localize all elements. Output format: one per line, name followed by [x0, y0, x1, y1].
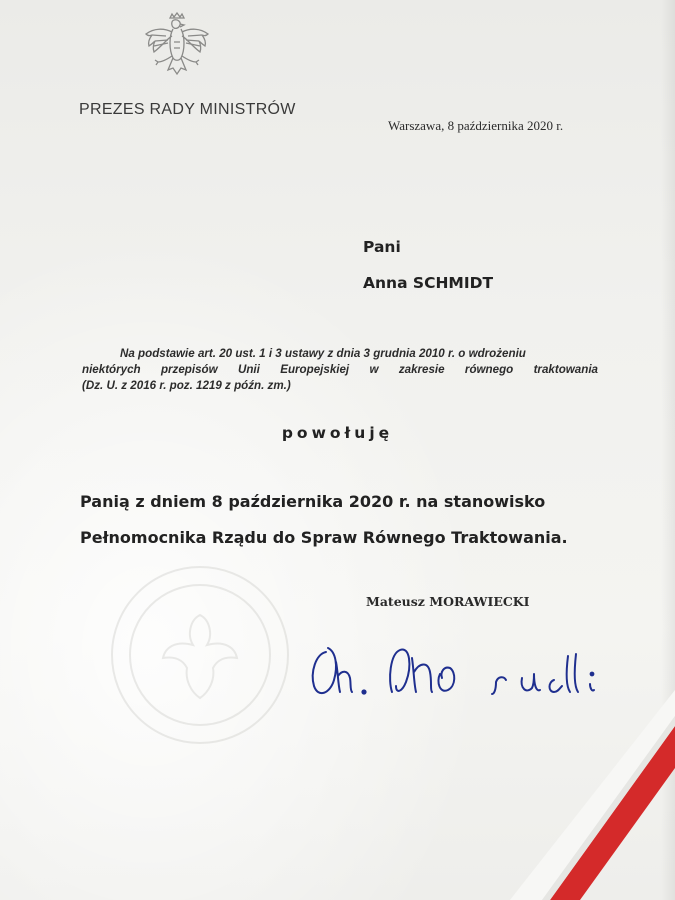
position-line: Pełnomocnika Rządu do Spraw Równego Traktowania.: [80, 528, 568, 547]
polish-white-eagle-icon: [140, 12, 214, 90]
place-date: Warszawa, 8 października 2020 r.: [388, 118, 564, 133]
legal-basis-paragraph: [82, 346, 598, 394]
recipient-name: Anna SCHMIDT: [363, 274, 494, 292]
legal-basis-line: (Dz. U. z 2016 r. poz. 1219 z późn. zm.): [82, 379, 291, 392]
legal-basis-line: Na podstawie art. 20 ust. 1 i 3 ustawy z dnia 3 grudnia 2010 r. o wdrożeniu: [120, 347, 526, 360]
red-white-ribbon: [470, 690, 675, 900]
embossed-seal: [105, 560, 295, 750]
position-paragraph: [80, 484, 600, 556]
legal-basis-line: niektórych przepisów Unii Europejskiej w zakresie równego traktowania: [82, 363, 598, 376]
signer-name: Mateusz MORAWIECKI: [366, 594, 530, 609]
appointment-verb: powołuję: [281, 424, 394, 442]
position-line: Panią z dniem 8 października 2020 r. na stanowisko: [80, 492, 546, 511]
salutation: Pani: [363, 238, 401, 256]
office-title: PREZES RADY MINISTRÓW: [79, 101, 296, 118]
